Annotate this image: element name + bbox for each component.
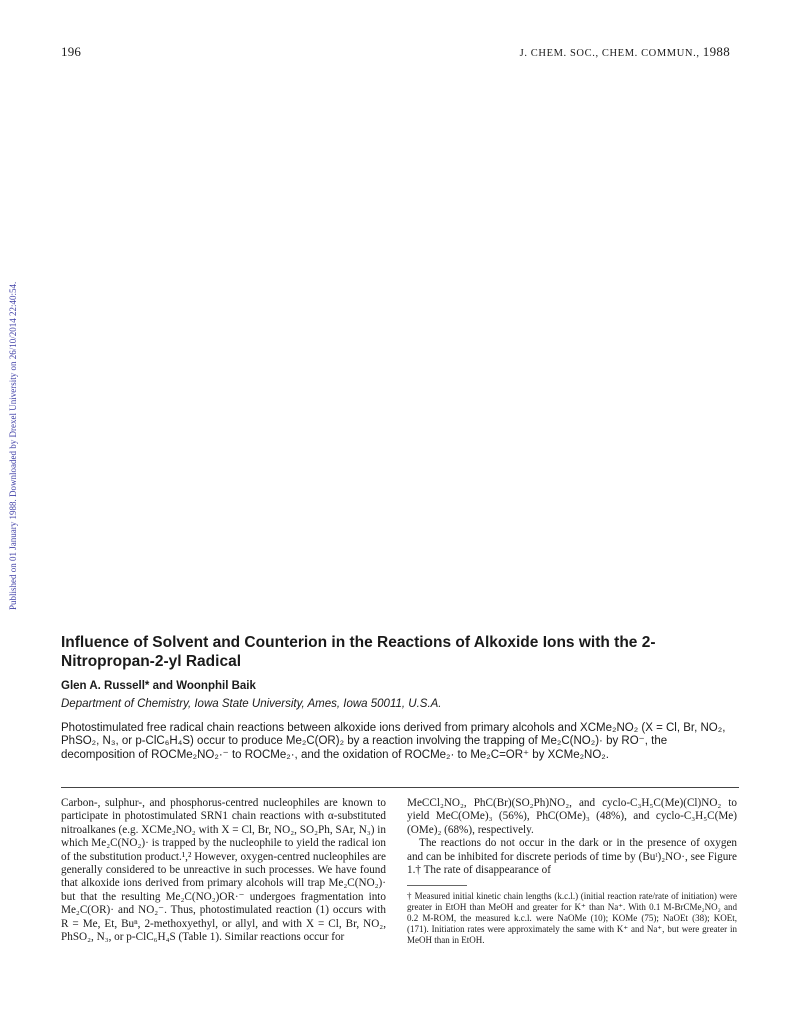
- footnote: † Measured initial kinetic chain lengths (k.c.l.) (initial reaction rate/rate of initiation) were greater in EtOH than MeOH and greater for K⁺ than Na⁺. With 0.1 M-BrCMe₂NO₂ and 0.2 M-ROM, the measured k.c.l. were NaOMe (10); KOMe (75); NaOEt (38); KOEt, (171). Initiation rates were approximately the same with K⁺ and Na⁺, but were greater in MeOH than in EtOH.: [407, 891, 737, 946]
- body-paragraph-continued: MeCCl₂NO₂, PhC(Br)(SO₂Ph)NO₂, and cyclo-C₃H₅C(Me)(Cl)NO₂ to yield MeC(OMe)₃ (56%), PhC(OMe)₃ (48%), and cyclo-C₃H₅C(Me)(OMe)₂ (68%), respectively.: [407, 797, 737, 836]
- page-number: 196: [61, 44, 82, 59]
- journal-header: [520, 44, 730, 60]
- article-abstract: Photostimulated free radical chain reactions between alkoxide ions derived from primary alcohols and XCMe₂NO₂ (X = Cl, Br, NO₂, PhSO₂, N₃, or p-ClC₆H₄S) occur to produce Me₂C(OR)₂ by a reaction involving the trapping of Me₂C(NO₂)· by RO⁻, the decomposition of ROCMe₂NO₂·⁻ to ROCMe₂·, and the oxidation of ROCMe₂· to Me₂C=OR⁺ by XCMe₂NO₂.: [61, 722, 726, 761]
- article-title: Influence of Solvent and Counterion in the Reactions of Alkoxide Ions with the 2-Nitropropan-2-yl Radical: [61, 634, 656, 670]
- footnote-divider: [407, 885, 467, 886]
- body-right-column: [407, 797, 737, 946]
- journal-year: 1988: [702, 44, 730, 59]
- body-paragraph-2: The reactions do not occur in the dark or in the presence of oxygen and can be inhibited for discrete periods of time by (Buᵗ)₂NO·, see Figure 1.† The rate of disappearance of: [407, 837, 737, 877]
- article-authors: Glen A. Russell* and Woonphil Baik: [61, 680, 256, 692]
- journal-name: J. CHEM. SOC., CHEM. COMMUN.,: [519, 48, 700, 59]
- abstract-divider: [61, 787, 739, 788]
- body-paragraph-1: Carbon-, sulphur-, and phosphorus-centred nucleophiles are known to participate in photostimulated SRN1 chain reactions with α-substituted nitroalkanes (e.g. XCMe₂NO₂ with X = Cl, Br, NO₂, SO₂Ph, SAr, N₃) in which Me₂C(NO₂)· is trapped by the nucleophile to yield the radical ion of the substitution product.¹,² However, oxygen-centred nucleophiles are generally considered to be unreactive in such processes. We have found that alkoxide ions derived from primary alcohols will trap Me₂C(NO₂)· but that the resulting Me₂C(NO₂)OR·⁻ undergoes fragmentation into Me₂C(OR)· and NO₂⁻. Thus, photostimulated reaction (1) occurs with R = Me, Et, Buⁿ, 2-methoxyethyl, or allyl, and with X = Cl, Br, NO₂, PhSO₂, N₃, or p-ClC₆H₄S (Table 1). Similar reactions occur for: [61, 797, 386, 944]
- author-affiliation: Department of Chemistry, Iowa State University, Ames, Iowa 50011, U.S.A.: [61, 698, 442, 710]
- download-provenance-note: Published on 01 January 1988. Downloaded by Drexel University on 26/10/2014 22:40:54.: [8, 281, 18, 610]
- body-left-column: [61, 797, 386, 944]
